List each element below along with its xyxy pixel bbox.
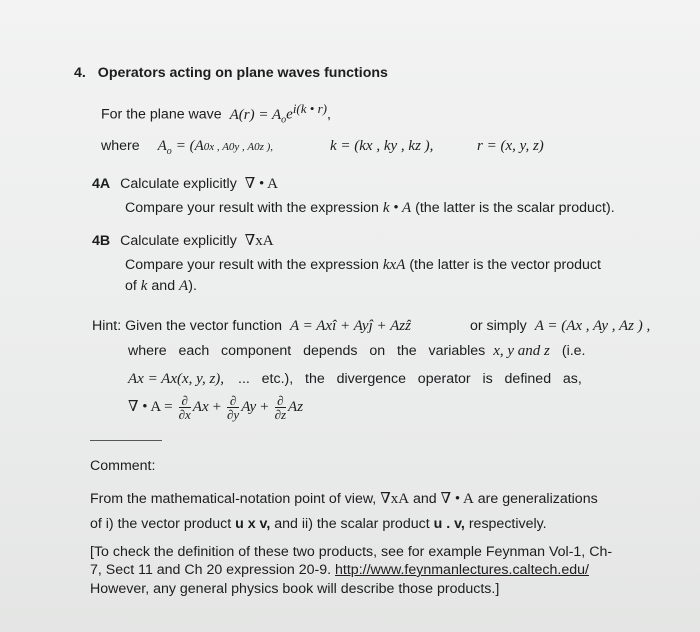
part-4a-compare: Compare your result with the expression <box>125 200 379 216</box>
def-r: r = (x, y, z) <box>477 138 544 154</box>
hint-Ax-eq: Ax = Ax(x, y, z), <box>128 371 225 387</box>
hint-ie: (i.e. <box>561 343 586 359</box>
comment-heading: Comment: <box>90 458 156 474</box>
comment-line2 <box>90 516 547 533</box>
part-4b-A: A <box>179 278 189 294</box>
plane-wave-exponent: i(k • r) <box>292 101 327 116</box>
frac-dy <box>227 394 239 421</box>
part-4b-note: (the latter is the vector product <box>409 257 601 273</box>
part-4b-and: and <box>151 278 176 294</box>
plane-wave-sub: o <box>281 114 287 126</box>
def-k: k = (kx , ky , kz ), <box>330 138 434 154</box>
definitions-line <box>101 138 273 160</box>
part-4b-expr: kxA <box>382 257 406 273</box>
hint-line1 <box>92 318 411 335</box>
frac-dx <box>179 394 191 421</box>
div-Ax: Ax <box>192 399 209 415</box>
comment-line4 <box>90 562 589 579</box>
plane-wave-e: e <box>286 106 293 123</box>
hint-etc: ... etc.), the divergence operator is defined as, <box>238 371 582 387</box>
part-4b-text: Calculate explicitly <box>120 233 237 249</box>
where-label: where <box>101 138 140 154</box>
comment-l2-mid: and ii) the scalar product <box>274 516 430 532</box>
part-4b-operator: ∇xA <box>244 233 274 249</box>
part-4b-close: ). <box>188 278 197 294</box>
frac-dy-den: ∂y <box>226 406 240 422</box>
part-4a-note: (the latter is the scalar product). <box>415 200 615 216</box>
hint-vector-A: A = Axî + Ayĵ + Azẑ <box>290 318 411 334</box>
part-4a-label: 4A <box>92 176 111 192</box>
plane-wave-lhs: A(r) = A <box>229 106 282 123</box>
comment-l2-pre: of i) the vector product <box>90 516 232 532</box>
comment-uxv: u x v, <box>235 516 271 532</box>
divergence-formula <box>128 393 303 421</box>
hint-line2 <box>128 343 586 360</box>
def-A-sub: o <box>166 145 172 157</box>
comment-udotv: u . v, <box>433 516 465 532</box>
divider <box>90 440 162 441</box>
def-A-components: 0x , A0y , A0z ), <box>203 141 274 153</box>
part-4a-line2 <box>125 200 615 217</box>
part-4a-text: Calculate explicitly <box>120 176 237 192</box>
frac-dy-num: ∂ <box>227 394 239 408</box>
part-4a-expr: k • A <box>382 200 412 216</box>
def-A-rhs: = (A <box>175 138 204 154</box>
frac-dx-den: ∂x <box>178 406 191 422</box>
div-Az: Az <box>288 399 304 415</box>
hint-tuple-A: A = (Ax , Ay , Az ) , <box>534 318 651 334</box>
frac-dz-den: ∂z <box>274 406 287 422</box>
frac-dz <box>275 394 286 421</box>
comment-l4-pre: 7, Sect 11 and Ch 20 expression 20-9. <box>90 562 332 578</box>
part-4b-line1 <box>92 233 274 250</box>
comment-line3: [To check the definition of these two products, see for example Feynman Vol-1, Ch- <box>90 544 613 560</box>
comment-div: ∇ • A <box>440 491 474 507</box>
part-4b-line2 <box>125 257 601 274</box>
comment-l2-post: respectively. <box>468 516 547 532</box>
plus-2: + <box>260 399 269 415</box>
part-4b-line3 <box>125 278 197 295</box>
part-4b-compare: Compare your result with the expression <box>125 257 379 273</box>
hint-vars: x, y and z <box>493 343 550 359</box>
plane-wave-line: For the plane wave $A(r) = A_oe^{i(k • r)}$, <box>101 101 331 126</box>
comment-curl: ∇xA <box>380 491 410 507</box>
hint-where-text: where each component depends on the variables <box>128 343 486 359</box>
feynman-link[interactable]: http://www.feynmanlectures.caltech.edu/ <box>335 562 589 578</box>
part-4a-operator: ∇ • A <box>244 176 278 192</box>
frac-dz-num: ∂ <box>275 394 286 408</box>
intro-label: For the plane wave <box>101 106 222 123</box>
def-A: A <box>157 138 167 154</box>
part-4a-line1 <box>92 176 278 193</box>
comment-and: and <box>412 491 437 507</box>
hint-label: Hint: Given the vector function <box>92 318 283 334</box>
comment-l1-pre: From the mathematical-notation point of view, <box>90 491 377 507</box>
problem-title: Operators acting on plane waves functions <box>97 65 388 81</box>
frac-dx-num: ∂ <box>179 394 191 408</box>
plus-1: + <box>212 399 222 415</box>
div-lhs: ∇ • A = <box>128 399 173 415</box>
comment-l1-post: are generalizations <box>477 491 598 507</box>
hint-line1-right <box>470 318 650 335</box>
part-4b-k: k <box>140 278 148 294</box>
problem-number: 4. <box>74 65 86 81</box>
problem-heading <box>74 65 388 82</box>
comment-line5: However, any general physics book will describe those products.] <box>90 581 500 597</box>
hint-line3 <box>128 371 582 388</box>
part-4b-label: 4B <box>92 233 111 249</box>
hint-or-simply: or simply <box>470 318 527 334</box>
div-Ay: Ay <box>241 399 257 415</box>
comment-line1 <box>90 491 598 508</box>
part-4b-of: of <box>125 278 137 294</box>
